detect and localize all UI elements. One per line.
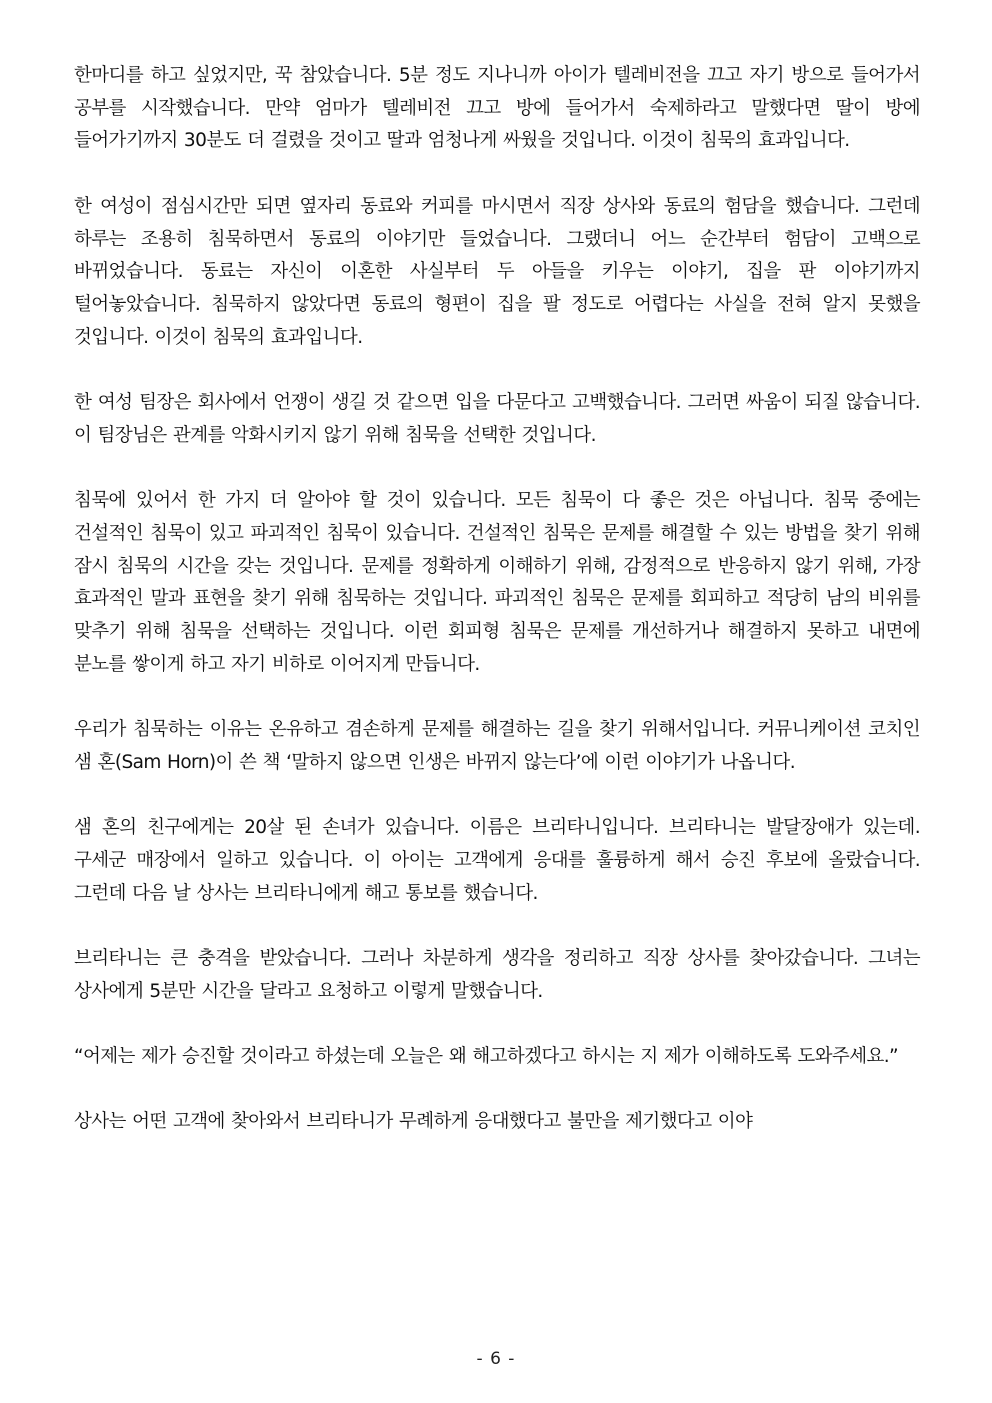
paragraph-9: 상사는 어떤 고객에 찾아와서 브리타니가 무례하게 응대했다고 불만을 제기했다고 이야 [74,1111,753,1133]
paragraph-8: “어제는 제가 승진할 것이라고 하셨는데 오늘은 왜 해고하겠다고 하시는 지 제가 이해하도록 도와주세요.” [74,1045,899,1067]
paragraph-7: 브리타니는 큰 충격을 받았습니다. 그러나 차분하게 생각을 정리하고 직장 상사를 찾아갔습니다. 그녀는 상사에게 5분만 시간을 달라고 요청하고 이렇게 말했습니다. [74,947,920,1002]
paragraph-6: 샘 혼의 친구에게는 20살 된 손녀가 있습니다. 이름은 브리타니입니다. 브리타니는 발달장애가 있는데. 구세군 매장에서 일하고 있습니다. 이 아이는 고객에게 응대를 훌륭하게 해서 승진 후보에 올랐습니다. 그런데 다음 날 상사는 브리타니에게 해고 통보를 했습니다. [74,817,920,904]
paragraph-5: 우리가 침묵하는 이유는 온유하고 겸손하게 문제를 해결하는 길을 찾기 위해서입니다. 커뮤니케이션 코치인 샘 혼(Sam Horn)이 쓴 책 ‘말하지 않으면 인생은 바뀌지 않는다’에 이런 이야기가 나옵니다. [74,719,920,773]
page-number: - 6 - [476,1349,516,1369]
paragraph-4: 침묵에 있어서 한 가지 더 알아야 할 것이 있습니다. 모든 침묵이 다 좋은 것은 아닙니다. 침묵 중에는 건설적인 침묵이 있고 파괴적인 침묵이 있습니다. 건설적인 침묵은 문제를 해결할 수 있는 방법을 찾기 위해 잠시 침묵의 시간을 갖는 것입니다. 문제를 정확하게 이해하기 위해, 감정적으로 반응하지 않기 위해, 가장 효과적인 말과 표현을 찾기 위해 침묵하는 것입니다. 파괴적인 침묵은 문제를 회피하고 적당히 남의 비위를 맞추기 위해 침묵을 선택하는 것입니다. 이런 회피형 침묵은 문제를 개선하거나 해결하지 못하고 내면에 분노를 쌓이게 하고 자기 비하로 이어지게 만듭니다. [74,490,920,675]
paragraph-3: 한 여성 팀장은 회사에서 언쟁이 생길 것 같으면 입을 다문다고 고백했습니다. 그러면 싸움이 되질 않습니다. 이 팀장님은 관계를 악화시키지 않기 위해 침묵을 선택한 것입니다. [74,392,920,446]
paragraph-1: 한마디를 하고 싶었지만, 꾹 참았습니다. 5분 정도 지나니까 아이가 텔레비전을 끄고 자기 방으로 들어가서 공부를 시작했습니다. 만약 엄마가 텔레비전 끄고 방에 들어가서 숙제하라고 말했다면 딸이 방에 들어가기까지 30분도 더 걸렸을 것이고 딸과 엄청나게 싸웠을 것입니다. 이것이 침묵의 효과입니다. [74,65,920,152]
document-body [74,60,920,1139]
paragraph-2: 한 여성이 점심시간만 되면 옆자리 동료와 커피를 마시면서 직장 상사와 동료의 험담을 했습니다. 그런데 하루는 조용히 침묵하면서 동료의 이야기만 들었습니다. 그랬더니 어느 순간부터 험담이 고백으로 바뀌었습니다. 동료는 자신이 이혼한 사실부터 두 아들을 키우는 이야기, 집을 판 이야기까지 털어놓았습니다. 침묵하지 않았다면 동료의 형편이 집을 팔 정도로 어렵다는 사실을 전혀 알지 못했을 것입니다. 이것이 침묵의 효과입니다. [74,195,920,348]
